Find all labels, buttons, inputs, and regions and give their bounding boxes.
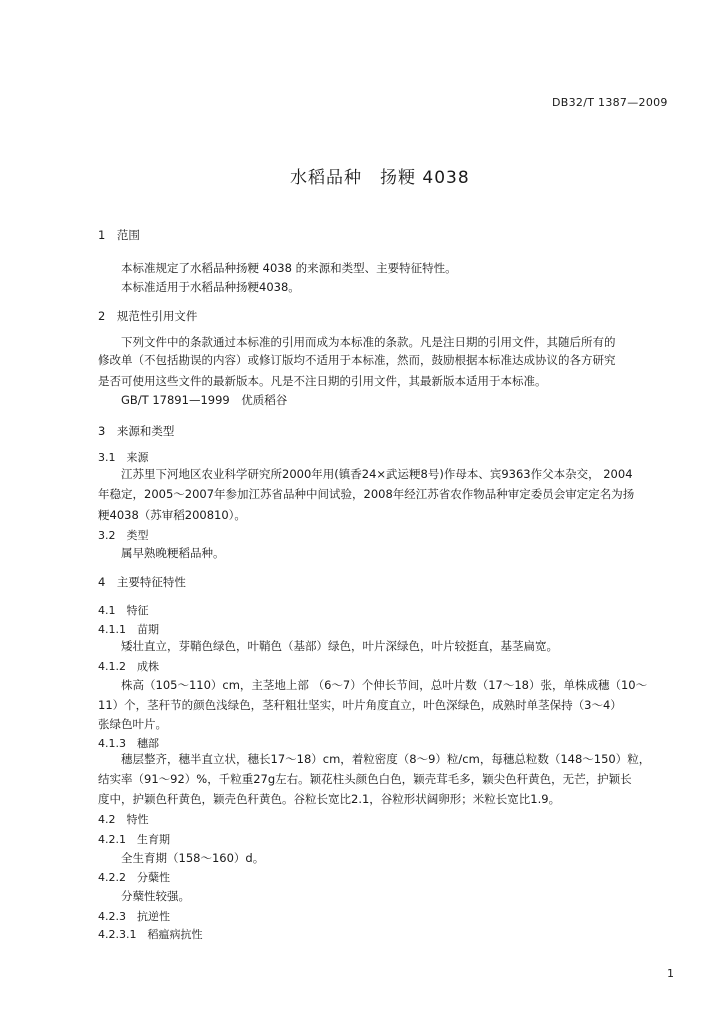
reference-item: GB/T 17891—1999 优质稻谷	[121, 393, 288, 407]
paragraph-line: 年稳定，2005～2007年参加江苏省品种中间试验，2008年经江苏省农作物品种审定委员会审定定名为扬	[98, 487, 635, 501]
paragraph-line: 穗层整齐，穗半直立状，穗长17～18）cm，着粒密度（8～9）粒/cm，每穗总粒数（148～150）粒，	[121, 752, 651, 766]
paragraph-line: 粳4038（苏审稻200810）。	[98, 508, 246, 522]
paragraph-line: 矮壮直立，芽鞘色绿色，叶鞘色（基部）绿色，叶片深绿色，叶片较挺直，基茎扁宽。	[121, 639, 558, 653]
section-heading: 1 范围	[98, 228, 140, 242]
subsection-heading: 4.1 特征	[98, 604, 149, 617]
paragraph-line: 全生育期（158～160）d。	[121, 851, 265, 865]
paragraph-line: 本标准规定了水稻品种扬粳 4038 的来源和类型、主要特征特性。	[121, 261, 457, 275]
paragraph-line: 株高（105～110）cm，主茎地上部 （6～7）个伸长节间，总叶片数（17～18）张，单株成穗（10～	[121, 678, 648, 692]
subsection-heading: 4.1.2 成株	[98, 660, 159, 673]
subsection-heading: 4.2 特性	[98, 813, 149, 826]
paragraph-line: 结实率（91～92）%，千粒重27g左右。颖花柱头颜色白色，颖壳茸毛多，颖尖色秆黄色，无芒，护颖长	[98, 772, 632, 786]
subsection-heading: 4.2.1 生育期	[98, 833, 170, 846]
paragraph-line: 11）个，茎秆节的颜色浅绿色，茎秆粗壮坚实，叶片角度直立，叶色深绿色，成熟时单茎保持（3～4）	[98, 698, 622, 712]
paragraph-line: 分蘖性较强。	[121, 889, 190, 903]
paragraph-line: 属早熟晚粳稻品种。	[121, 546, 225, 560]
paragraph-line: 张绿色叶片。	[98, 717, 167, 731]
paragraph-line: 度中，护颖色秆黄色，颖壳色秆黄色。谷粒长宽比2.1，谷粒形状阔卵形；米粒长宽比1.9。	[98, 792, 561, 806]
paragraph-line: 本标准适用于水稻品种扬粳4038。	[121, 280, 300, 294]
subsection-heading: 4.2.3 抗逆性	[98, 910, 170, 923]
subsection-heading: 4.1.3 穗部	[98, 737, 159, 750]
paragraph-line: 修改单（不包括勘误的内容）或修订版均不适用于本标准，然而，鼓励根据本标准达成协议的各方研究	[98, 353, 616, 367]
subsection-heading: 3.1 来源	[98, 451, 149, 464]
standard-code: DB32/T 1387—2009	[552, 96, 668, 109]
subsection-heading: 3.2 类型	[98, 529, 149, 542]
paragraph-line: 江苏里下河地区农业科学研究所2000年用(镇香24×武运粳8号)作母本、宾9363作父本杂交， 2004	[121, 467, 633, 481]
page-number: 1	[667, 967, 674, 980]
section-heading: 3 来源和类型	[98, 424, 175, 438]
subsection-heading: 4.2.3.1 稻瘟病抗性	[98, 928, 203, 941]
paragraph-line: 是否可使用这些文件的最新版本。凡是不注日期的引用文件，其最新版本适用于本标准。	[98, 374, 547, 388]
section-heading: 2 规范性引用文件	[98, 309, 198, 323]
paragraph-line: 下列文件中的条款通过本标准的引用而成为本标准的条款。凡是注日期的引用文件，其随后所有的	[121, 335, 616, 349]
section-heading: 4 主要特征特性	[98, 575, 186, 589]
subsection-heading: 4.2.2 分蘖性	[98, 871, 170, 884]
subsection-heading: 4.1.1 苗期	[98, 623, 159, 636]
document-title: 水稻品种 扬粳 4038	[290, 168, 470, 188]
